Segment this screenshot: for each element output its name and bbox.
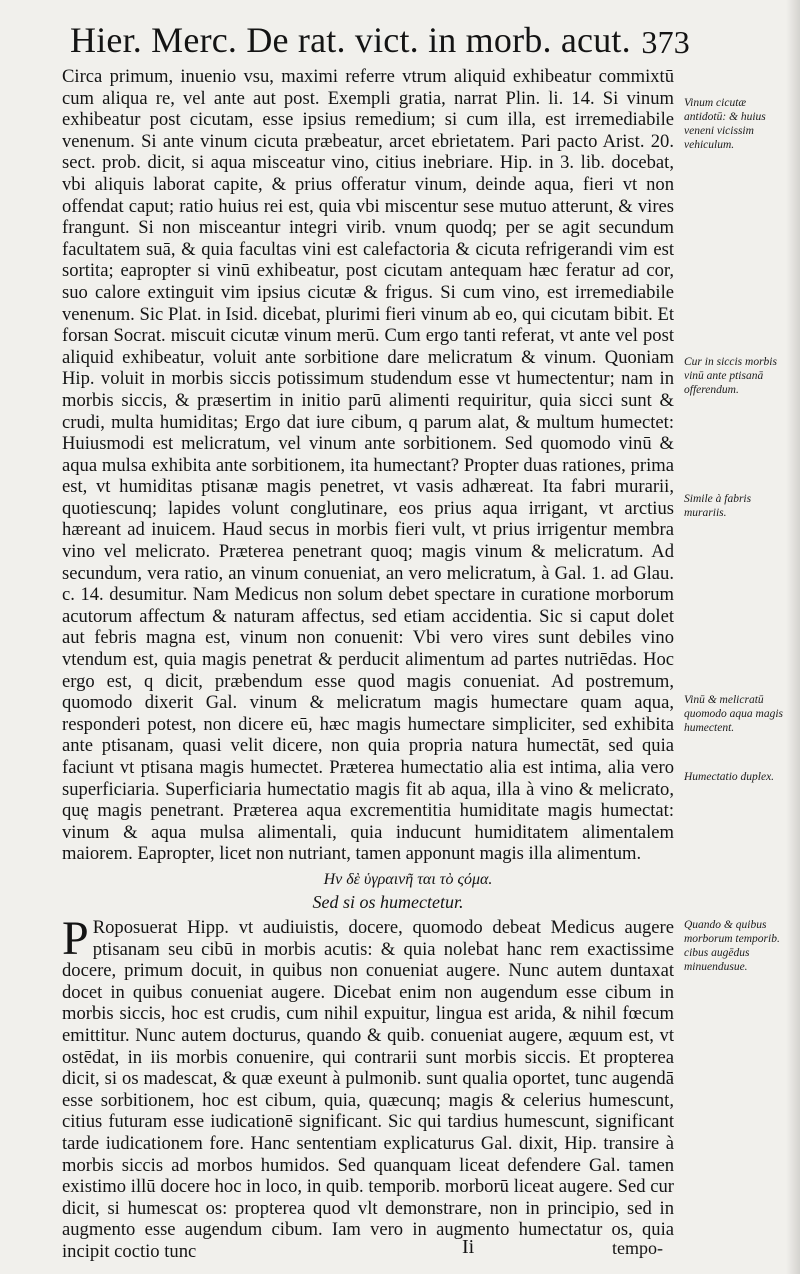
margin-note-quando-quibus: Quando & quibus morborum temporib. cibus augēdus minuendusue. [684, 919, 780, 973]
page-number: 373 [641, 24, 690, 60]
paragraph-2-text: Roposuerat Hipp. vt audiuistis, docere, quomodo debeat Medicus augere ptisanam seu cibū in morbis acutis: & quia nolebat hanc rem exactissime docere, primum docuit, in quibus non conueniat augere. Nunc autem duntaxat docet in quibus conueniat augere. Dicebat enim non augendum esse cibum in morbis siccis, hoc est crudis, cum nihil expuitur, lingua est arida, & nihil fœcum emittitur. Nunc autem docturus, quando & quib. conueniat augere, æquum est, vt ostēdat, in iis morbis conuenire, qui contrarii sunt morbis siccis. Et propterea dicit, si os madescat, & quæ exeunt à pulmonib. sunt qualia oportet, tunc augendā esse sorbitionem, hoc est cibum, quia, quæcunq; magis & celerius humescunt, citius futuram esse iudicationē significant. Sic qui tardius humescunt, significant tarde iudicationem fore. Hanc sententiam explicaturus Gal. dixit, Hip. transire à morbis siccis ad morbos humidos. Sed quanquam liceat defendere Gal. tamen existimo illū docere hoc in loco, in quib. temporib. morborū liceat augere. Sed cur dicit, si humescat os: propterea quod vlt demonstrare, non in principio, sed in augmento esse augendum cibum. Iam vero in augmento humectatur os, quia incipit coctio tunc [62, 916, 674, 1262]
margin-note-simile-fabris: Simile à fabris murariis. [684, 493, 752, 519]
running-head [70, 18, 690, 62]
signature-mark: Ii [462, 1236, 475, 1258]
main-text-column [62, 66, 674, 1262]
paragraph-commentary-1: Circa primum, inuenio vsu, maximi referre vtrum aliquid exhibeatur commixtū cum aliqua re, vel ante aut post. Exempli gratia, narrat Plin. li. 14. Si vinum exhibeatur post cicutam, esse ipsius remedium; si cum illa, est irremediabile venenum. Si ante vinum cicuta præbeatur, arcet ebrietatem. Pari pacto Arist. 20. sect. prob. dicit, si aqua misceatur vino, citius inebriare. Hip. in 3. lib. docebat, vbi aliquis laborat capite, & prius offeratur vinum, deinde aqua, fieri vt non offendat caput; ratio huius rei est, quia vbi miscentur sese mutuo atterunt, & vires frangunt. Si non misceantur integri virib. vnum quodq; per se agit secundum facultatem suā, & quia facultas vini est calefactoria & cicuta refrigerandi vim est sortita; eapropter si vinū exhibeatur, post cicutam antequam hæc feratur ad cor, suo calore extinguit vim ipsius cicutæ & frigus. Si cum vino, est irremediabile venenum. Sic Plat. in Isid. dicebat, plurimi fieri vinum ab eo, qui cicutam bibit. Et forsan Socrat. miscuit cicutæ vinum merū. Cum ergo tanti referat, vt ante vel post aliquid exhibeatur, voluit ante sorbitione dare melicratum & vinum. Quoniam Hip. voluit in morbis siccis potissimum studendum esse vt humectentur; nam in morbis siccis, & præsertim in initio parū alimenti requiritur, quia sicci sunt & crudi, multa humiditas; Ergo dat iure cibum, q parum alat, & multum humectet: Huiusmodi est melicratum, vel vinum ante sorbitionem. Sed quomodo vinū & aqua mulsa exhibita ante sorbitionem, ita humectant? Propter duas rationes, prima est, vt humiditas ptisanæ magis penetret, vt vasis adhæreat. Ita fabri murarii, quotiescunq; lapides volunt conglutinare, eos prius aqua irrigant, vt arctius hæreant ad inuicem. Haud secus in morbis fieri vult, vt prius irrigentur membra vino vel melicrato. Præterea penetrant quoq; magis vinum & melicratum. Ad secundum, vera ratio, an vinum conueniat, an vero melicratum, à Gal. 1. ad Glau. c. 14. desumitur. Nam Medicus non solum debet spectare in curatione morborum acutorum affectum & naturam affectus, sed etiam accidentia. Sic si caput dolet aut febris magna est, vinum non conuenit: Vbi vero vires sunt debiles vino vtendum est, quia magis penetrat & perducit alimentum ad partes nutriēdas. Hoc ergo est, q dicit, præbendum esse quod magis conueniat. Ad postremum, quomodo dixerit Gal. vinum & melicratum magis humectare quam aqua, responderi potest, non dicere eū, hæc magis humectare simpliciter, sed exhibita ante ptisanam, quasi velit dicere, non quia propria natura humectāt, sed quia faciunt vt ptisana magis humectet. Præterea humectatio alia est intima, alia vero superficiaria. Superficiaria humectatio magis fit ab aqua, illa à vino & melicrato, quę magis penetrant. Præterea aqua excrementitia humiditate magis humectat: vinum & aqua mulsa alimentali, quia inducunt humiditatem alimentalem maiorem. Eapropter, licet non nutriant, tamen apponunt magis illa alimentum. [62, 66, 674, 865]
running-title: Hier. Merc. De rat. vict. in morb. acut. [70, 20, 631, 60]
paragraph-commentary-2 [62, 911, 674, 1263]
drop-cap: P [62, 911, 89, 965]
margin-note-vinum-cicutae: Vinum cicutæ antidotū: & huius veneni vicissim vehiculum. [684, 97, 766, 151]
margin-note-vinum-melicratum: Vinū & melicratū quomodo aqua magis humectent. [684, 694, 784, 734]
latin-lemma: Sed si os humectetur. [312, 891, 464, 912]
margin-note-cur-in-siccis: Cur in siccis morbis vinū ante ptisanā offerendum. [684, 356, 777, 396]
margin-note-humectatio-duplex: Humectatio duplex. [684, 771, 775, 783]
greek-lemma: Ην δὲ ὑγραινῆ ται τὸ ςόμα. [323, 870, 493, 888]
catchword: tempo- [612, 1238, 663, 1258]
page-edge-shadow [786, 0, 800, 1274]
